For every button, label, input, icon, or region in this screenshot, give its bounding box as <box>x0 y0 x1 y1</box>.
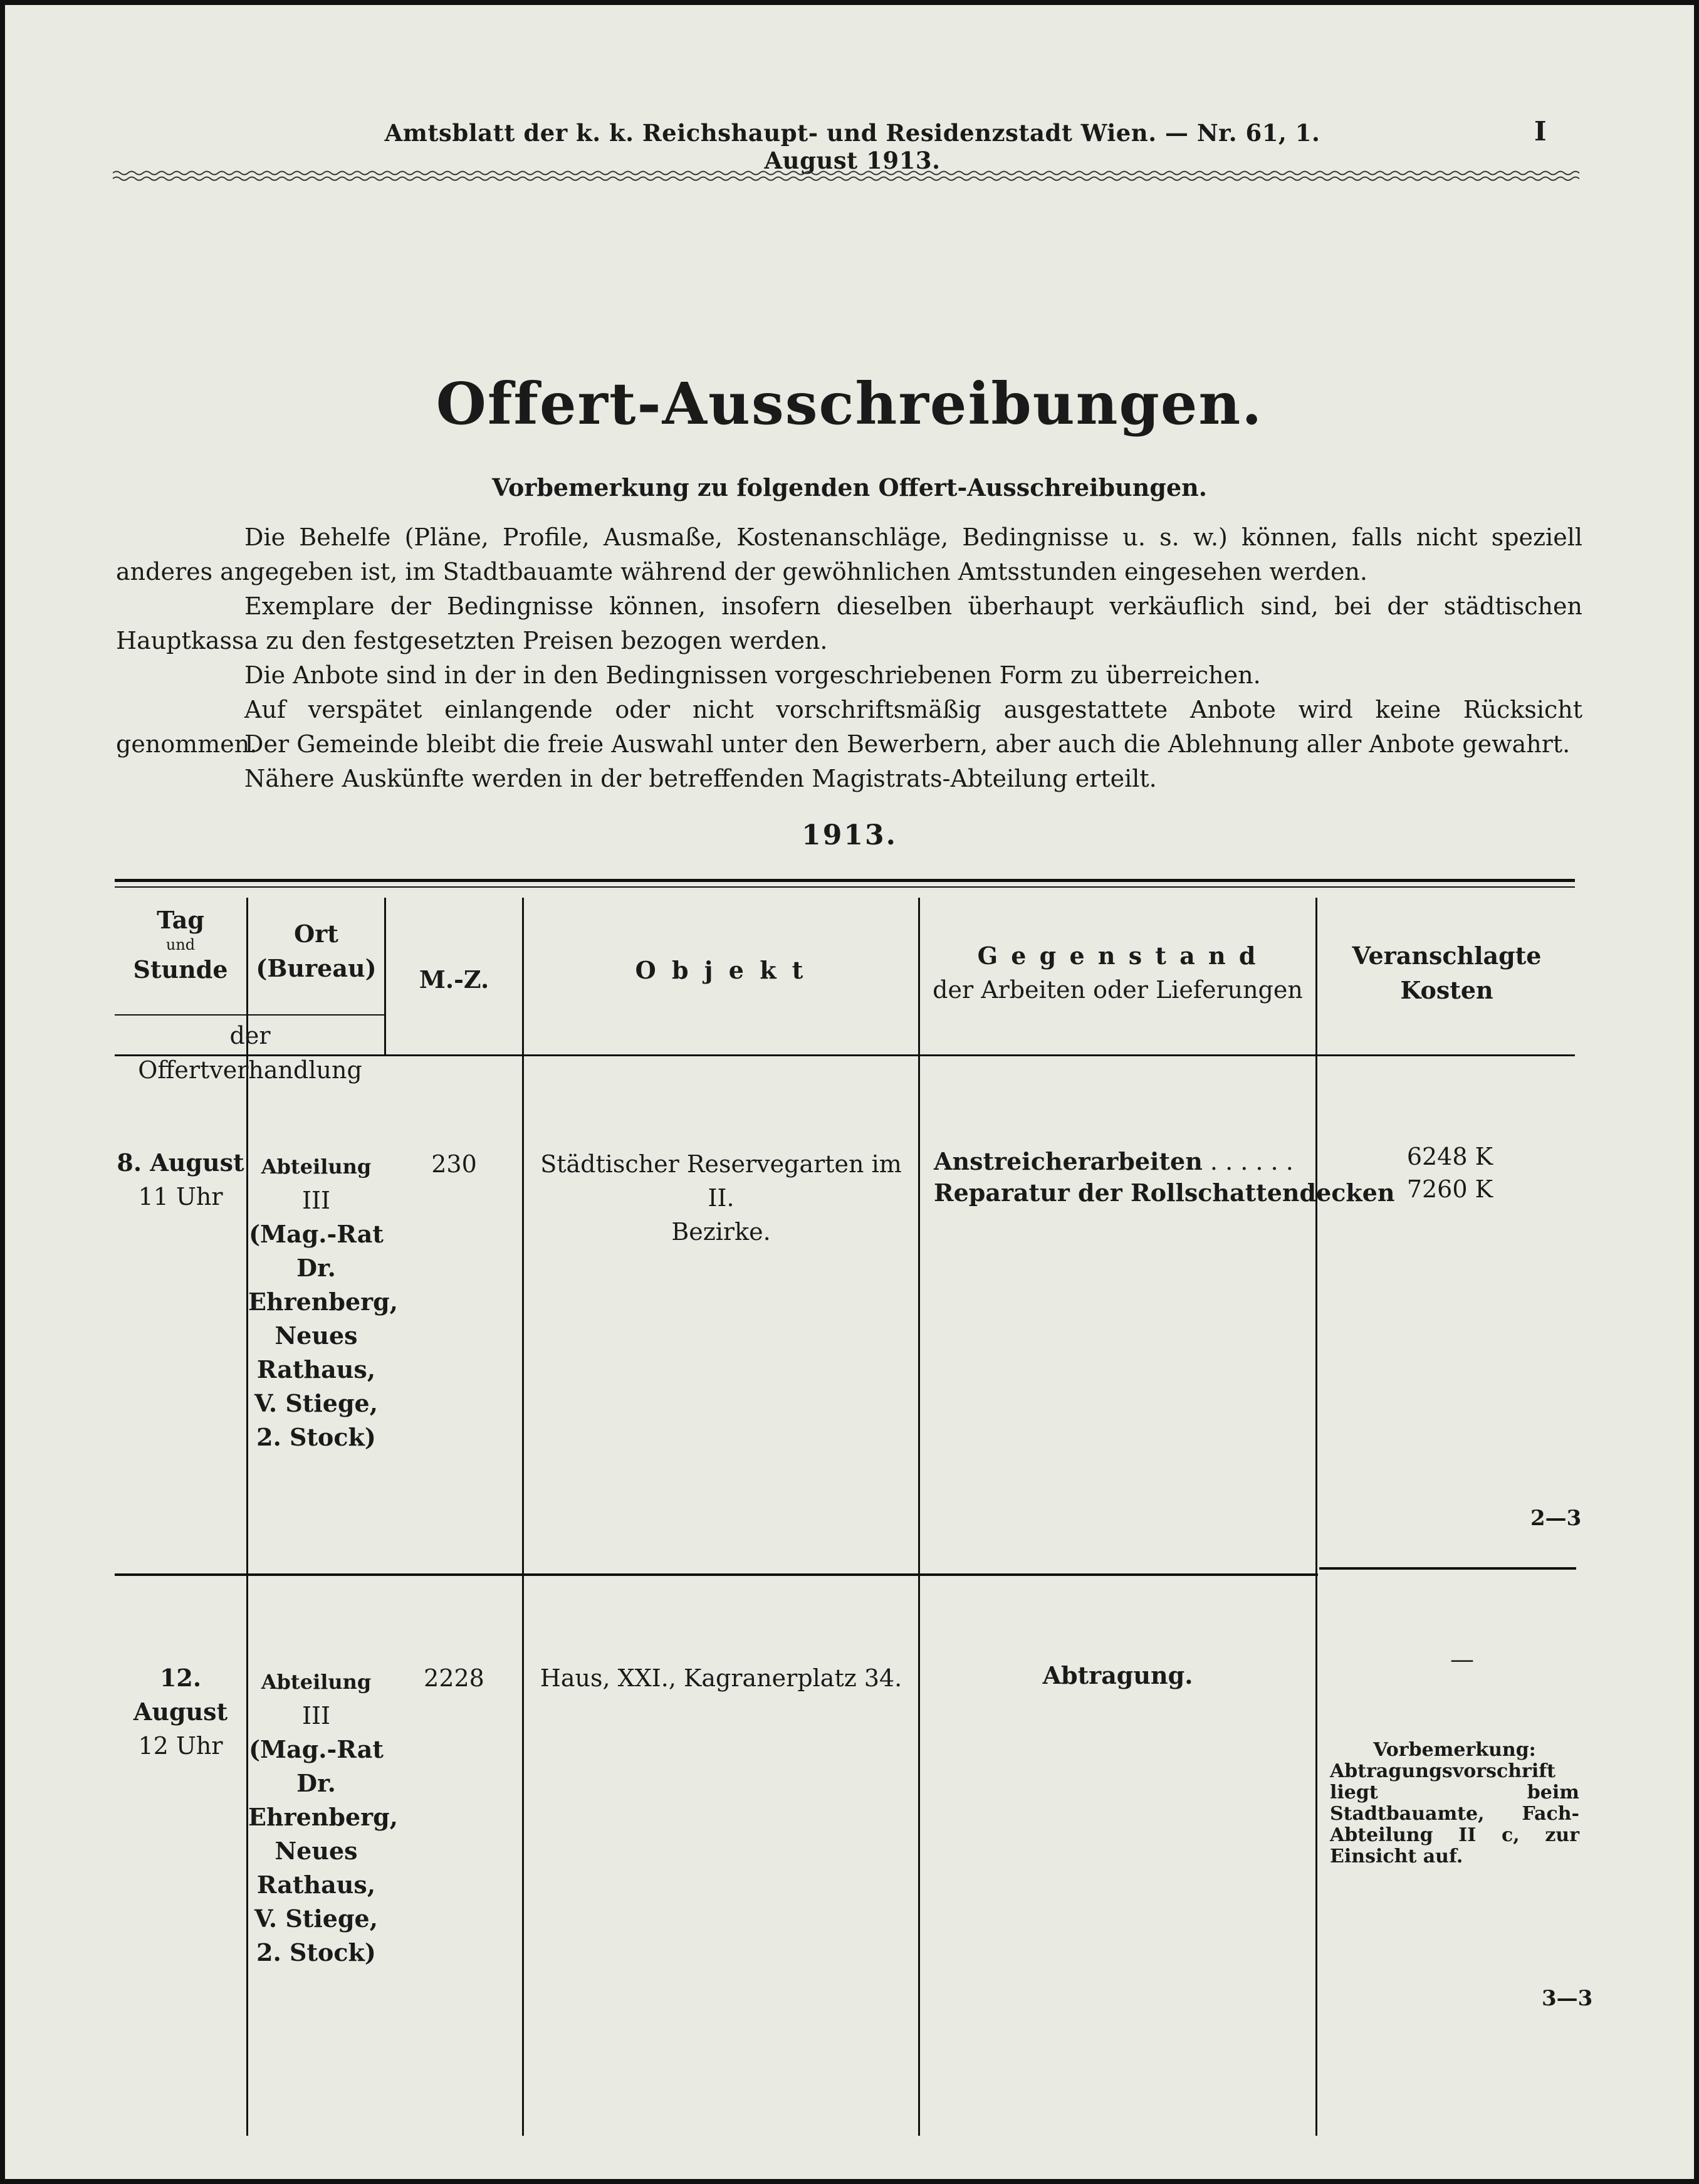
table-row-2-mz: 2228 <box>424 1664 484 1692</box>
year-heading: 1913. <box>802 819 897 851</box>
table-row-2-range: 3—3 <box>1542 1986 1593 2011</box>
subtitle: Vorbemerkung zu folgenden Offert-Ausschreibungen. <box>492 473 1207 501</box>
table-top-rule-thin <box>115 886 1575 888</box>
header-objekt: O b j e k t <box>635 956 807 984</box>
paragraph-verspaetet: Auf verspätet einlangende oder nicht vorschriftsmäßig ausgestattete Anbote wird keine Rücksicht genommen. <box>116 696 1582 758</box>
table-row-1-cost-2: 7260 K <box>1406 1175 1493 1203</box>
col-divider-3 <box>522 898 524 2136</box>
header-ort-bureau: Ort (Bureau) <box>256 920 377 982</box>
table-row-2-item-1: Abtragung. <box>1042 1661 1193 1689</box>
header-offertverhandlung: der Offertverhandlung <box>138 1022 362 1084</box>
table-row-2-objekt: Haus, XXI., Kagranerplatz 34. <box>540 1664 902 1692</box>
table-row-1-item-1: Anstreicherarbeiten . . . . . . <box>934 1147 1294 1175</box>
table-row-2-cost-1: — <box>1450 1646 1474 1673</box>
wavy-rule <box>113 168 1579 184</box>
note-text: Abtragungsvorschrift liegt beim Stadtbauamte, Fach-Abteilung II c, zur Einsicht auf. <box>1330 1760 1579 1867</box>
paragraph-behelfe: Die Behelfe (Pläne, Profile, Ausmaße, Kostenanschläge, Bedingnisse u. s. w.) können, falls nicht speziell anderes angegeben ist, im Stadtbauamte während der gewöhnlichen Amtsstunden eingesehen werden. <box>116 523 1582 585</box>
page-title: Offert-Ausschreibungen. <box>436 370 1263 438</box>
row-divider-rule <box>115 1573 1318 1576</box>
col-divider-4 <box>918 898 920 2136</box>
table-top-rule <box>115 879 1575 882</box>
note-title: Vorbemerkung: <box>1373 1739 1536 1761</box>
table-row-1-mz: 230 <box>431 1150 477 1178</box>
running-header: Amtsblatt der k. k. Reichshaupt- und Residenzstadt Wien. — Nr. 61, 1. August 1913. <box>384 119 1320 174</box>
col-divider-5 <box>1315 898 1317 2136</box>
table-row-1-item-2: Reparatur der Rollschattendecken <box>934 1179 1395 1207</box>
table-row-1-range: 2—3 <box>1530 1506 1582 1531</box>
table-row-1-ort: Abteilung III (Mag.-Rat Dr. Ehrenberg, Neues Rathaus, V. Stiege, 2. Stock) <box>248 1155 398 1451</box>
header-split-rule <box>115 1014 385 1016</box>
table-row-1-cost-1: 6248 K <box>1406 1143 1493 1170</box>
row-divider-rule-right <box>1319 1567 1576 1570</box>
table-row-1-date: 8. August 11 Uhr <box>117 1148 244 1210</box>
header-mz: M.-Z. <box>419 965 489 994</box>
paragraph-anbote-form: Die Anbote sind in der in den Bedingnissen vorgeschriebenen Form zu überreichen. <box>244 661 1261 689</box>
table-row-2-date: 12. August 12 Uhr <box>133 1664 228 1760</box>
table-row-2-note <box>1330 1740 1579 1867</box>
page-number: I <box>1534 116 1547 147</box>
table-row-2-ort: Abteilung III (Mag.-Rat Dr. Ehrenberg, Neues Rathaus, V. Stiege, 2. Stock) <box>248 1670 398 1966</box>
header-kosten: Veranschlagte Kosten <box>1352 942 1542 1004</box>
header-tag-stunde: Tag und Stunde <box>133 906 228 984</box>
paragraph-exemplare: Exemplare der Bedingnisse können, insofern dieselben überhaupt verkäuflich sind, bei der städtischen Hauptkassa zu den festgesetzten Preisen bezogen werden. <box>116 592 1582 654</box>
paragraph-auswahl: Der Gemeinde bleibt die freie Auswahl unter den Bewerbern, aber auch die Ablehnung aller Anbote gewahrt. <box>244 730 1571 758</box>
header-gegenstand: G e g e n s t a n d der Arbeiten oder Lieferungen <box>933 942 1303 1004</box>
table-row-1-objekt: Städtischer Reservegarten im II. Bezirke. <box>540 1150 902 1246</box>
paragraph-auskuenfte: Nähere Auskünfte werden in der betreffenden Magistrats-Abteilung erteilt. <box>244 765 1157 792</box>
